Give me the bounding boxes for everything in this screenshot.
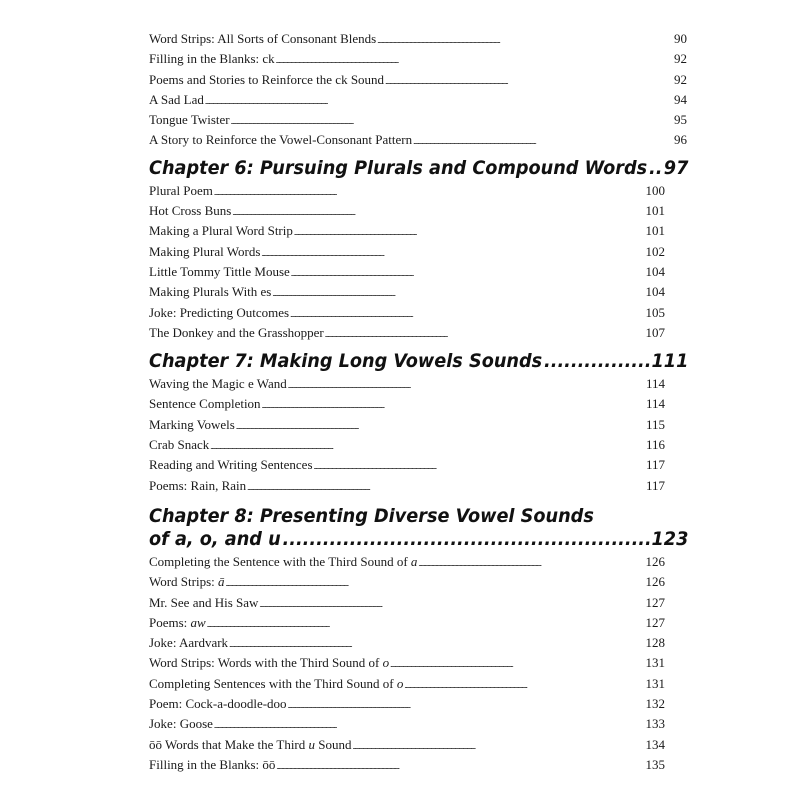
dot-leader — [385, 72, 673, 92]
toc-entry-page: 135 — [645, 756, 665, 772]
toc-entry[interactable] — [149, 572, 665, 592]
toc-entry[interactable] — [149, 674, 665, 694]
toc-entry-page: 117 — [645, 457, 665, 473]
toc-entry[interactable] — [149, 435, 665, 455]
toc-entry-title-text: Completing the Sentence with the Third Sound of — [149, 553, 411, 569]
dot-leader — [325, 325, 645, 345]
dot-leader — [294, 223, 645, 243]
toc-entry-page: 116 — [645, 437, 665, 453]
toc-entry[interactable] — [149, 476, 665, 496]
toc-entry[interactable] — [149, 303, 665, 323]
toc-entry-title: Poem: Cock-a-doodle-doo — [149, 696, 287, 712]
toc-entry[interactable] — [149, 130, 687, 150]
chapter-title-line1: Chapter 8: Presenting Diverse Vowel Sounds — [149, 504, 594, 527]
toc-entry-page: 104 — [645, 263, 665, 279]
dot-leader — [276, 757, 644, 777]
toc-entry-title — [149, 613, 206, 633]
toc-entry-title-text: Word Strips: — [149, 574, 219, 590]
toc-entry-page: 105 — [645, 304, 665, 320]
toc-section-chapter7 — [149, 374, 665, 496]
chapter-title: Chapter 7: Making Long Vowels Sounds — [149, 350, 543, 373]
toc-entry-title: Filling in the Blanks: ck — [149, 51, 275, 67]
dot-leader — [259, 595, 644, 615]
dot-leader — [314, 457, 645, 477]
toc-entry[interactable] — [149, 653, 665, 673]
dot-leader — [231, 112, 673, 132]
toc-entry-title — [149, 552, 417, 572]
toc-entry-title-italic: o — [396, 675, 404, 691]
toc-entry-page: 94 — [674, 91, 687, 107]
toc-entry-title-text: Word Strips: Words with the Third Sound of — [149, 655, 383, 671]
toc-entry-title-text: Poems: — [149, 614, 191, 630]
chapter-heading-6[interactable] — [149, 156, 689, 180]
dot-leader — [214, 183, 645, 203]
toc-entry-title: Hot Cross Buns — [149, 203, 232, 219]
chapter-heading-7[interactable] — [149, 349, 689, 373]
toc-entry-page: 92 — [674, 51, 687, 67]
toc-section-chapter8 — [149, 552, 665, 775]
chapter-page: 111 — [651, 350, 689, 373]
toc-entry-title: Poems and Stories to Reinforce the ck Sound — [149, 71, 385, 87]
toc-entry-page: 115 — [645, 416, 665, 432]
toc-page — [149, 29, 687, 775]
toc-entry-title: Marking Vowels — [149, 416, 235, 432]
dot-leader — [544, 349, 650, 373]
dot-leader — [291, 264, 645, 284]
toc-entry[interactable] — [149, 552, 665, 572]
toc-entry-title-italic: u — [308, 736, 316, 752]
toc-entry[interactable] — [149, 262, 665, 282]
toc-entry[interactable] — [149, 221, 665, 241]
toc-entry-title: Making Plurals With es — [149, 284, 272, 300]
toc-entry-title: The Donkey and the Grasshopper — [149, 324, 324, 340]
dot-leader — [207, 615, 645, 635]
toc-entry-title — [149, 572, 225, 592]
toc-entry-page: 114 — [645, 376, 665, 392]
dot-leader — [290, 305, 644, 325]
dot-leader — [377, 31, 673, 51]
toc-entry[interactable] — [149, 735, 665, 755]
chapter-page: 97 — [663, 156, 689, 179]
toc-entry[interactable] — [149, 181, 665, 201]
toc-entry-title: Tongue Twister — [149, 112, 230, 128]
toc-entry-title: Waving the Magic e Wand — [149, 376, 287, 392]
toc-entry[interactable] — [149, 374, 665, 394]
toc-entry-title-italic: a — [410, 553, 418, 569]
toc-entry-page: 101 — [645, 203, 665, 219]
toc-entry[interactable] — [149, 613, 665, 633]
toc-entry-page: 132 — [645, 696, 665, 712]
dot-leader — [205, 92, 673, 112]
toc-entry-title: A Story to Reinforce the Vowel-Consonant Pattern — [149, 132, 413, 148]
toc-entry[interactable] — [149, 323, 665, 343]
dot-leader — [390, 655, 644, 675]
toc-entry[interactable] — [149, 593, 665, 613]
toc-section-chapter6 — [149, 181, 665, 343]
toc-entry-title: Mr. See and His Saw — [149, 594, 259, 610]
toc-entry[interactable] — [149, 29, 687, 49]
toc-entry-page: 131 — [645, 675, 665, 691]
toc-section-continued — [149, 29, 687, 151]
toc-entry-title-italic: aw — [190, 614, 206, 630]
toc-entry-page: 95 — [674, 112, 687, 128]
toc-entry[interactable] — [149, 110, 687, 130]
toc-entry-title: Joke: Predicting Outcomes — [149, 304, 290, 320]
chapter-heading-8[interactable] — [149, 504, 689, 551]
toc-entry-title-text: Completing Sentences with the Third Sound of — [149, 675, 397, 691]
dot-leader — [261, 244, 644, 264]
chapter-page: 123 — [651, 527, 689, 550]
toc-entry[interactable] — [149, 242, 665, 262]
toc-entry[interactable] — [149, 90, 687, 110]
dot-leader — [404, 676, 644, 696]
toc-entry-page: 107 — [645, 324, 665, 340]
toc-entry-page: 134 — [645, 736, 665, 752]
toc-entry-page: 100 — [645, 182, 665, 198]
dot-leader — [288, 376, 645, 396]
toc-entry[interactable] — [149, 415, 665, 435]
toc-entry-page: 126 — [645, 574, 665, 590]
toc-entry-page: 96 — [674, 132, 687, 148]
toc-entry-title — [149, 653, 389, 673]
toc-entry-page: 131 — [645, 655, 665, 671]
chapter-title: Chapter 6: Pursuing Plurals and Compound Words — [149, 156, 648, 179]
toc-entry-title-text: ōō Words that Make the Third — [149, 736, 309, 752]
dot-leader — [288, 696, 645, 716]
toc-entry-title: Poems: Rain, Rain — [149, 477, 247, 493]
toc-entry-page: 117 — [645, 477, 665, 493]
toc-entry-title — [149, 674, 403, 694]
toc-entry-title — [149, 735, 352, 755]
toc-entry-title: Word Strips: All Sorts of Consonant Blends — [149, 31, 377, 46]
toc-entry-title: Making Plural Words — [149, 243, 261, 259]
toc-entry[interactable] — [149, 49, 687, 69]
toc-entry-title: Filling in the Blanks: ōō — [149, 756, 276, 772]
toc-entry-title: Joke: Aardvark — [149, 635, 229, 651]
toc-entry[interactable] — [149, 755, 665, 775]
dot-leader — [214, 716, 645, 736]
toc-entry-page: 133 — [645, 716, 665, 732]
toc-entry-page: 101 — [645, 223, 665, 239]
toc-entry-page: 92 — [674, 71, 687, 87]
toc-entry[interactable] — [149, 714, 665, 734]
dot-leader — [276, 51, 673, 71]
dot-leader — [236, 417, 645, 437]
dot-leader — [247, 478, 645, 498]
toc-entry[interactable] — [149, 201, 665, 221]
toc-entry-title-suffix: Sound — [315, 736, 352, 752]
dot-leader — [232, 203, 644, 223]
toc-entry[interactable] — [149, 70, 687, 90]
dot-leader — [418, 554, 644, 574]
dot-leader — [413, 132, 673, 152]
toc-entry-title: Reading and Writing Sentences — [149, 457, 313, 473]
toc-entry[interactable] — [149, 694, 665, 714]
dot-leader — [229, 635, 644, 655]
dot-leader — [226, 574, 645, 594]
toc-entry-page: 126 — [645, 553, 665, 569]
toc-entry-title: Crab Snack — [149, 437, 210, 453]
chapter-title-line2: of a, o, and u — [149, 527, 281, 550]
dot-leader — [649, 156, 662, 180]
toc-entry-page: 114 — [645, 396, 665, 412]
toc-entry-title: Plural Poem — [149, 182, 213, 198]
dot-leader — [272, 284, 644, 304]
dot-leader — [210, 437, 645, 457]
toc-entry[interactable] — [149, 633, 665, 653]
toc-entry-title: Little Tommy Tittle Mouse — [149, 263, 290, 279]
dot-leader — [353, 737, 645, 757]
toc-entry[interactable] — [149, 455, 665, 475]
toc-entry[interactable] — [149, 282, 665, 302]
toc-entry-page: 104 — [645, 284, 665, 300]
toc-entry-title-italic: o — [382, 655, 390, 671]
toc-entry-title: Making a Plural Word Strip — [149, 223, 293, 239]
dot-leader — [262, 396, 645, 416]
toc-entry-page: 127 — [645, 594, 665, 610]
toc-entry[interactable] — [149, 394, 665, 414]
toc-entry-page: 102 — [645, 243, 665, 259]
toc-entry-page: 127 — [645, 614, 665, 630]
toc-entry-title: Joke: Goose — [149, 716, 213, 732]
toc-entry-title: A Sad Lad — [149, 91, 204, 107]
toc-entry-title-italic: ā — [218, 574, 225, 590]
toc-entry-title: Sentence Completion — [149, 396, 261, 412]
toc-entry-page: 90 — [674, 31, 687, 46]
dot-leader — [283, 527, 650, 551]
toc-entry-page: 128 — [645, 635, 665, 651]
